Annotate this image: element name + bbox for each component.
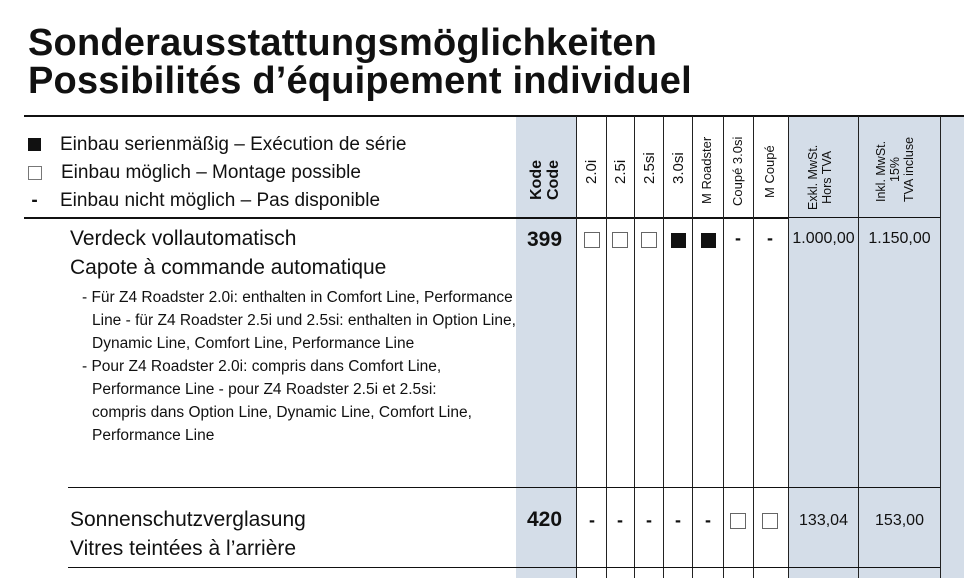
col-divider <box>753 116 754 578</box>
availability-2-5i <box>606 229 634 250</box>
availability-2-0i <box>578 229 606 250</box>
col-divider <box>576 116 577 578</box>
header-model-2-0i: 2.0i <box>583 159 600 184</box>
availability-3-0si: - <box>675 510 681 530</box>
col-divider <box>634 116 635 578</box>
row-rule <box>68 567 788 568</box>
price-excl: 1.000,00 <box>792 230 855 247</box>
empty-square-icon <box>28 166 42 180</box>
option-name-fr: Capote à commande automatique <box>70 256 387 279</box>
row-rule <box>68 487 788 488</box>
header-code: Kode Code <box>528 160 562 200</box>
option-name-de: Sonnenschutzverglasung <box>70 508 306 531</box>
col-divider <box>606 116 607 578</box>
col-divider <box>723 116 724 578</box>
option-note: - Für Z4 Roadster 2.0i: enthalten in Comfort Line, Performance <box>82 289 513 306</box>
availability-2-5si: - <box>646 510 652 530</box>
option-note: Performance Line <box>92 427 215 444</box>
option-code: 399 <box>527 228 563 251</box>
availability-3-0si <box>664 229 692 250</box>
filled-square-icon <box>701 233 716 248</box>
row-rule-price <box>788 567 940 568</box>
header-model-m-roadster: M Roadster <box>699 136 714 204</box>
row-rule-price <box>788 487 940 488</box>
price-incl: 153,00 <box>875 512 924 529</box>
empty-square-icon <box>584 232 600 248</box>
header-bottom-rule <box>24 217 788 219</box>
availability-2-5i: - <box>617 510 623 530</box>
price-excl: 133,04 <box>799 512 848 529</box>
option-note: Dynamic Line, Comfort Line, Performance Line <box>92 335 415 352</box>
price-incl: 1.150,00 <box>868 230 931 247</box>
header-price-incl: Inkl. MwSt. 15% TVA incluse <box>874 136 916 202</box>
legend-standard: Einbau serienmäßig – Exécution de série <box>28 134 406 156</box>
filled-square-icon <box>671 233 686 248</box>
header-price-excl: Exkl. MwSt. Hors TVA <box>806 144 834 210</box>
empty-square-icon <box>730 513 746 529</box>
header-model-3-0si: 3.0si <box>670 152 687 184</box>
empty-square-icon <box>762 513 778 529</box>
availability-coupe-3-0si: - <box>735 228 741 248</box>
availability-m-roadster: - <box>705 510 711 530</box>
option-note: compris dans Option Line, Dynamic Line, Comfort Line, <box>92 404 472 421</box>
legend-not-possible: - Einbau nicht möglich – Pas disponible <box>28 190 380 212</box>
col-divider <box>940 116 941 578</box>
availability-m-roadster <box>694 229 722 250</box>
page-title-de: Sonderausstattungsmöglichkeiten <box>28 22 658 64</box>
legend-possible: Einbau möglich – Montage possible <box>28 162 361 184</box>
availability-m-coupe: - <box>767 228 773 248</box>
empty-square-icon <box>641 232 657 248</box>
option-note: Line - für Z4 Roadster 2.5i und 2.5si: enthalten in Option Line, <box>92 312 516 329</box>
availability-coupe-3-0si <box>724 510 752 531</box>
empty-square-icon <box>612 232 628 248</box>
col-divider <box>692 116 693 578</box>
dash-icon: - <box>31 190 38 211</box>
col-divider <box>858 116 859 578</box>
page-title-fr: Possibilités d’équipement individuel <box>28 60 692 102</box>
col-divider <box>788 116 789 578</box>
option-name-fr: Vitres teintées à l’arrière <box>70 537 297 560</box>
option-code: 420 <box>527 508 563 531</box>
header-model-2-5i: 2.5i <box>612 159 629 184</box>
header-model-m-coupe: M Coupé <box>762 145 777 198</box>
filled-square-icon <box>28 138 41 151</box>
header-model-2-5si: 2.5si <box>641 152 658 184</box>
header-bottom-rule-price <box>788 217 940 218</box>
header-model-coupe-3-0si: Coupé 3.0si <box>730 136 745 206</box>
col-divider <box>663 116 664 578</box>
option-name-de: Verdeck vollautomatisch <box>70 227 297 250</box>
option-note: - Pour Z4 Roadster 2.0i: compris dans Comfort Line, <box>82 358 442 375</box>
availability-2-5si <box>635 229 663 250</box>
option-note: Performance Line - pour Z4 Roadster 2.5i et 2.5si: <box>92 381 437 398</box>
availability-2-0i: - <box>589 510 595 530</box>
header-top-rule <box>24 115 964 117</box>
availability-m-coupe <box>756 510 784 531</box>
